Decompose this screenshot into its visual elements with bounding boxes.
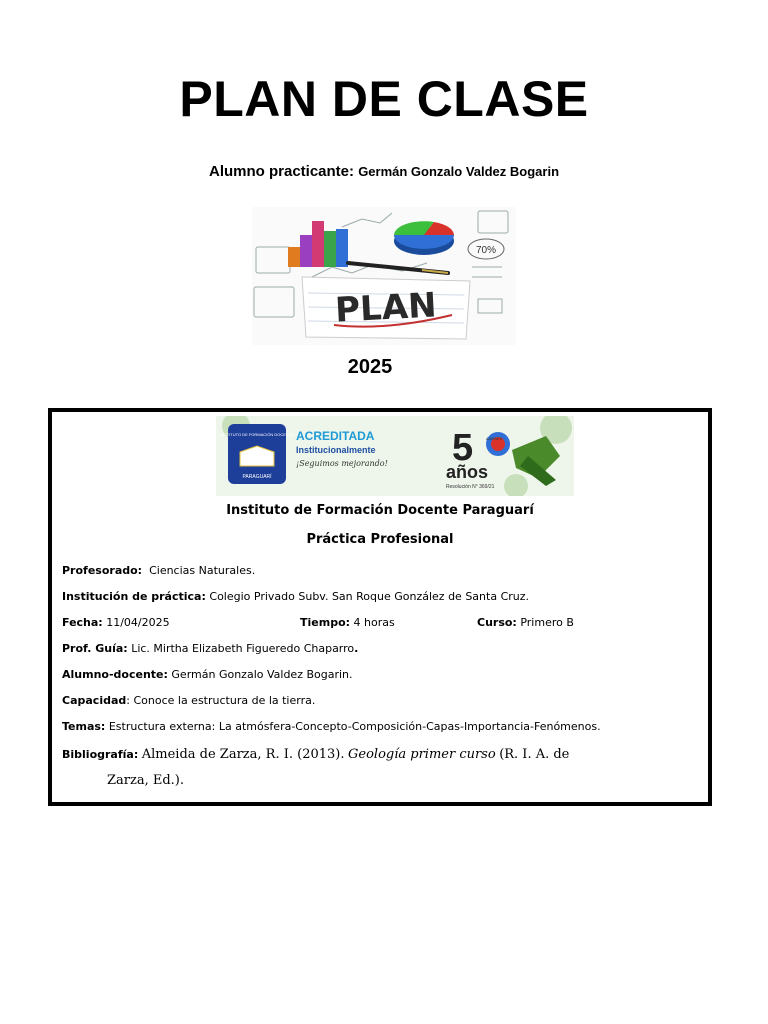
guia-row (62, 642, 358, 655)
fecha-value: 11/04/2025 (106, 616, 170, 629)
profesorado-row (62, 564, 255, 577)
alumno-label: Alumno-docente: (62, 668, 168, 681)
seal-top-text: INSTITUTO DE FORMACIÓN DOCENTE (220, 432, 294, 437)
plan-handwritten: PLAN (334, 285, 438, 331)
capacidad-label: Capacidad (62, 694, 127, 707)
profesorado-label: Profesorado: (62, 564, 143, 577)
bibliografia-row (62, 742, 692, 794)
temas-value: Estructura externa: La atmósfera-Concepto-Composición-Capas-Importancia-Fenómenos. (108, 720, 601, 733)
class-info-box (48, 408, 712, 806)
anniversary-number: 5 (452, 427, 474, 469)
curso-value: Primero B (520, 616, 574, 629)
profesorado-value: Ciencias Naturales. (149, 564, 256, 577)
accreditation-banner (216, 416, 574, 496)
guia-label: Prof. Guía: (62, 642, 128, 655)
document-title: PLAN DE CLASE (179, 71, 589, 127)
institucion-row (62, 590, 529, 603)
bib-editor-cont: Zarza, Ed.). (107, 773, 185, 788)
capacidad-row (62, 694, 315, 707)
institutional-text: Institucionalmente (296, 445, 376, 455)
practice-title: Práctica Profesional (306, 532, 454, 547)
anniversary-label: años (446, 462, 489, 482)
guia-value: Lic. Mirtha Elizabeth Figueredo Chaparro (131, 642, 355, 655)
tiempo-row (300, 616, 395, 629)
student-label: Alumno practicante: (208, 163, 355, 180)
alumno-value: Germán Gonzalo Valdez Bogarin. (171, 668, 353, 681)
anniversary-org: ANEAES (486, 436, 503, 441)
student-line (0, 163, 768, 180)
bib-title: Geología primer curso (348, 747, 496, 762)
capacidad-value: : Conoce la estructura de la tierra. (126, 694, 316, 707)
institucion-label: Institución de práctica: (62, 590, 206, 603)
curso-label: Curso: (477, 616, 517, 629)
bib-author: Almeida de Zarza, R. I. (2013). (141, 747, 345, 762)
resolution-text: Resolución N° 369/21 (446, 484, 495, 490)
alumno-row (62, 668, 353, 681)
guia-end: . (354, 642, 359, 655)
bibliografia-label: Bibliografía: (62, 748, 139, 761)
seal-bottom-text: PARAGUARÍ (242, 474, 272, 480)
temas-row (62, 720, 601, 733)
plan-illustration (252, 207, 516, 345)
document-year: 2025 (347, 356, 393, 378)
student-name: Germán Gonzalo Valdez Bogarin (358, 164, 560, 179)
bib-editor: (R. I. A. de (499, 747, 570, 762)
tiempo-label: Tiempo: (300, 616, 351, 629)
accredited-text: ACREDITADA (296, 429, 375, 443)
curso-row (477, 616, 574, 629)
fecha-row (62, 616, 170, 629)
institucion-value: Colegio Privado Subv. San Roque González de Santa Cruz. (209, 590, 530, 603)
motto-text: ¡Seguimos mejorando! (296, 459, 388, 468)
percent-label: 70% (475, 245, 497, 256)
temas-label: Temas: (62, 720, 106, 733)
tiempo-value: 4 horas (353, 616, 395, 629)
institute-name: Instituto de Formación Docente Paraguarí (226, 503, 534, 518)
fecha-label: Fecha: (62, 616, 103, 629)
